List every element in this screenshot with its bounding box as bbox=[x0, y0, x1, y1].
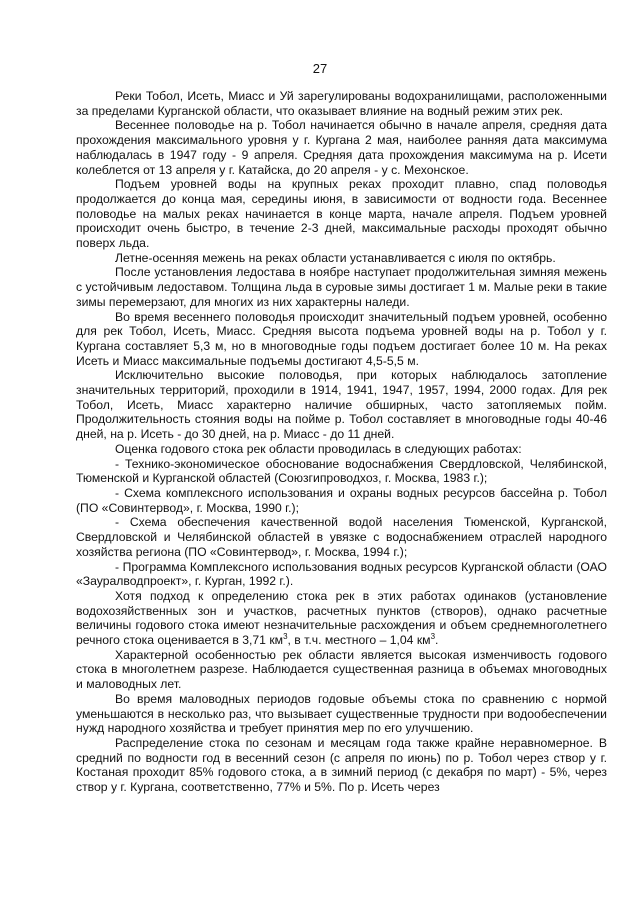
paragraph: Летне-осенняя межень на реках области устанавливается с июля по октябрь. bbox=[115, 250, 556, 265]
paragraph: Реки Тобол, Исеть, Миасс и Уй зарегулированы водохранилищами, расположенными за пределами Курганской области, что оказывает влияние на водный режим этих рек. bbox=[76, 89, 607, 118]
page-number: 27 bbox=[312, 61, 328, 76]
runoff-text: Хотя подход к определению стока рек в этих работах одинаков (установление водохозяйственных зон и участков, расчетных пунктов (створов), однако расчетные величины годового стока имеют незначительные расхождения и объем среднемноголетнего речного стока оценивается в 3,71 км bbox=[76, 588, 607, 648]
list-item: - Схема комплексного использования и охраны водных ресурсов бассейна р. Тобол (ПО «Совинтервод», г. Москва, 1990 г.); bbox=[76, 485, 607, 515]
paragraph: Во время маловодных периодов годовые объемы стока по сравнению с нормой уменьшаются в несколько раз, что вызывает существенные трудности при водообеспечении нужд народного хозяйства и требует принятия мер по его улучшению. bbox=[76, 691, 607, 736]
paragraph: Характерной особенностью рек области является высокая изменчивость годового стока в многолетнем разрезе. Наблюдается существенная разница в объемах многоводных и маловодных лет. bbox=[76, 647, 607, 692]
list-item: - Схема обеспечения качественной водой населения Тюменской, Курганской, Свердловской и Челябинской областей в увязке с водоснабжением отраслей народного хозяйства региона (ПО «Совинтервод», г. Москва, 1994 г.); bbox=[76, 515, 607, 559]
list-item: - Технико-экономическое обоснование водоснабжения Свердловской, Челябинской, Тюменской и Курганской областей (Союзгипроводхоз, г. Москва, 1983 г.); bbox=[76, 456, 607, 486]
paragraph: Оценка годового стока рек области проводилась в следующих работах: bbox=[115, 441, 522, 456]
body-text bbox=[76, 89, 607, 795]
paragraph: После установления ледостава в ноябре наступает продолжительная зимняя межень с устойчивым ледоставом. Толщина льда в суровые зимы достигает 1 м. Малые реки в такие зимы перемерзают, для многих из них характерны наледи. bbox=[76, 265, 607, 309]
paragraph: Во время весеннего половодья происходит значительный подъем уровней, особенно для рек Тобол, Исеть, Миасс. Средняя высота подъема уровней воды на р. Тобол у г. Кургана составляет 5,3 м, но в многоводные годы подъем достигает более 10 м. На реках Исеть и Миасс максимальные подъемы достигают 4,5-5,5 м. bbox=[76, 309, 607, 368]
period: . bbox=[435, 633, 439, 648]
paragraph: Распределение стока по сезонам и месяцам года также крайне неравномерное. В средний по водности год в весенний сезон (с апреля по июнь) по р. Тобол через створ у г. Костаная проходит 85% годового стока, а в зимний период (с декабря по март) - 5%, через створ у г. Кургана, соответственно, 77% и 5%. По р. Исеть через bbox=[76, 735, 607, 795]
list-item: - Программа Комплексного использования водных ресурсов Курганской области (ОАО «Зауралводпроект», г. Курган, 1992 г.). bbox=[76, 559, 607, 589]
paragraph: Подъем уровней воды на крупных реках проходит плавно, спад половодья продолжается до конца мая, середины июня, в зависимости от водности года. Весеннее половодье на малых реках начинается в конце марта, начале апреля. Подъем уровней происходит очень быстро, в течение 2-3 дней, максимальные расходы проходят обычно поверх льда. bbox=[76, 177, 607, 251]
runoff-local-text: , в т.ч. местного – 1,04 км bbox=[287, 633, 431, 648]
exponent: 3 bbox=[430, 631, 436, 641]
paragraph: Весеннее половодье на р. Тобол начинается обычно в начале апреля, средняя дата прохождения максимального уровня у г. Кургана 2 мая, наиболее ранняя дата максимума наблюдалась в 1947 году - 9 апреля. Средняя дата прохождения максимума на р. Исети колеблется от 13 апреля у г. Катайска, до 20 апреля - у с. Мехонское. bbox=[76, 118, 607, 177]
exponent: 3 bbox=[283, 631, 288, 641]
paragraph: Исключительно высокие половодья, при которых наблюдалось затопление значительных территорий, проходили в 1914, 1941, 1947, 1957, 1994, 2000 годах. Для рек Тобол, Исеть, Миасс характерно наличие обширных, часто затопляемых пойм. Продолжительность стояния воды на пойме р. Тобол составляет в многоводные годы 40-46 дней, на р. Исеть - до 30 дней, на р. Миасс - до 11 дней. bbox=[76, 368, 607, 442]
paragraph bbox=[76, 589, 607, 648]
